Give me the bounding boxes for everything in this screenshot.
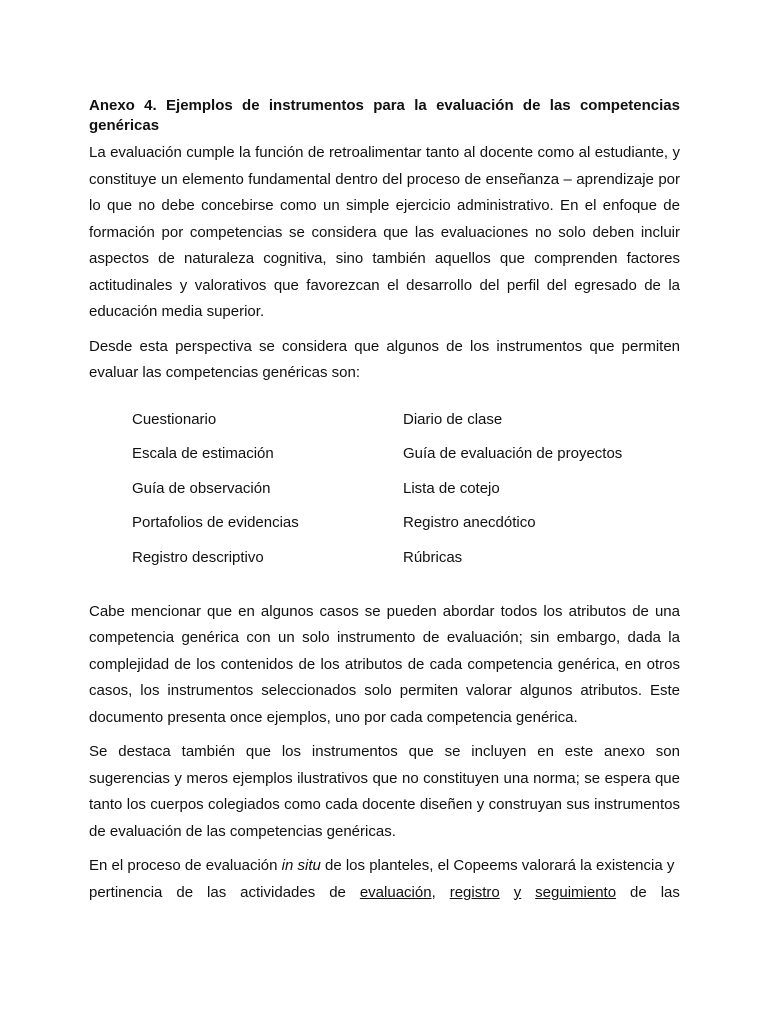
underlined-evaluacion: evaluación [359,883,432,901]
list-item: Registro anecdótico [403,514,536,531]
evaluacion-group [360,880,436,907]
document-page [89,96,680,906]
paragraph-intro: La evaluación cumple la función de retroalimentar tanto al docente como al estudiante, y constituye un elemento fundamental dentro del proceso de enseñanza – aprendizaje por lo que no debe concebirse como un simple ejercicio administrativo. En el enfoque de formación por competencias se considera que las evaluaciones no solo deben incluir aspectos de naturaleza cognitiva, sino también aquellos que comprenden factores actitudinales y valorativos que favorezcan el desarrollo del perfil del egresado de la educación media superior. [89,144,680,320]
list-item: Guía de observación [132,479,271,497]
word: de [630,883,647,901]
paragraph-copeems [89,853,680,880]
list-item: Portafolios de evidencias [132,514,299,531]
paragraph-copeems-rest: de los planteles, el Copeems valorará la existencia y [320,857,675,874]
paragraph-copeems-start: En el proceso de evaluación [89,857,282,874]
paragraph-copeems-line2 [89,880,680,907]
underlined-registro: registro [449,883,500,901]
page-title: Anexo 4. Ejemplos de instrumentos para la evaluación de las competencias genéricas [89,97,680,134]
comma: , [431,883,436,901]
word: actividades [240,883,316,901]
list-item: Guía de evaluación de proyectos [403,445,623,462]
word: las [207,883,227,901]
instruments-column-right [403,403,622,576]
word: pertinencia [89,883,163,901]
word: las [660,883,680,901]
word: de [176,883,194,901]
paragraph-suggestions: Se destaca también que los instrumentos que se incluyen en este anexo son sugerencias y meros ejemplos ilustrativos que no constituyen una norma; se espera que tanto los cuerpos colegiados como cada docente diseñen y construyan sus instrumentos de evaluación de las competencias genéricas. [89,743,680,840]
paragraph-perspective: Desde esta perspectiva se considera que algunos de los instrumentos que permiten evaluar las competencias genéricas son: [89,337,680,381]
paragraph-attributes: Cabe mencionar que en algunos casos se pueden abordar todos los atributos de una competencia genérica con un solo instrumento de evaluación; sin embargo, dada la complejidad de los contenidos de los atributos de cada competencia genérica, en otros casos, los instrumentos seleccionados solo permiten valorar algunos atributos. Este documento presenta once ejemplos, uno por cada competencia genérica. [89,602,680,726]
list-item: Diario de clase [403,410,503,428]
list-item: Registro descriptivo [132,548,264,566]
list-item: Escala de estimación [132,445,274,462]
list-item: Cuestionario [132,410,217,428]
word: de [329,883,346,901]
in-situ-text: in situ [281,857,321,874]
list-item: Lista de cotejo [403,479,500,497]
underlined-y: y [513,883,522,901]
instruments-list [89,403,680,577]
instruments-column-left [132,403,299,576]
underlined-seguimiento: seguimiento [535,883,617,901]
list-item: Rúbricas [403,548,463,566]
